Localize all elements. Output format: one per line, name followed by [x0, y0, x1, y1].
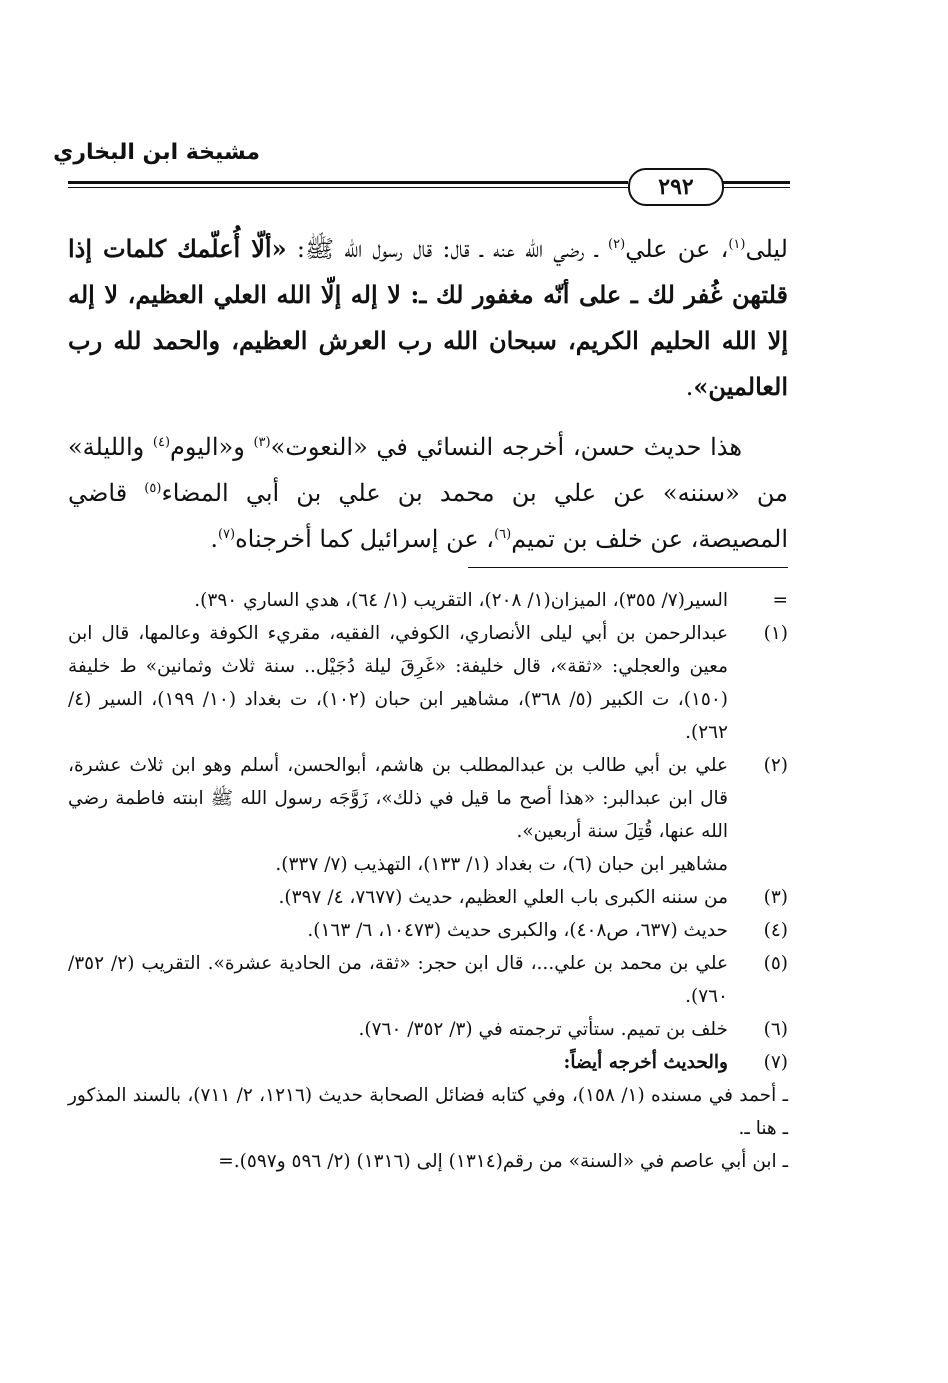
text-run: و«اليوم — [170, 433, 254, 461]
paragraph-1 — [68, 226, 788, 410]
footnote-number: (٤) — [763, 920, 788, 941]
text-run: قاضي المصيصة، عن خلف بن تميم — [68, 479, 788, 553]
footnote-number: (٥) — [763, 953, 788, 974]
footnote-ref-2: (٢) — [608, 237, 626, 252]
footnote-text: علي بن محمد بن علي...، قال ابن حجر: «ثقة، من الحادية عشرة». التقريب (٢/ ٣٥٢/ ٧٦٠). — [68, 953, 728, 1007]
running-title: مشيخة ابن البخاري — [53, 140, 260, 165]
footnote-number: (٦) — [763, 1019, 788, 1040]
continuation-mark: = — [772, 590, 788, 611]
text-run: ، عن علي — [625, 235, 729, 263]
footnote-ref-5: (٥) — [144, 481, 162, 496]
footnote-ref-6: (٦) — [494, 527, 512, 542]
footnote-heading: والحديث أخرجه أيضاً: — [563, 1052, 728, 1073]
footnote-number: (٣) — [763, 887, 788, 908]
hadith-text: «ألّا أُعلّمك كلمات إذا قلتهن غُفر لك ـ على أنّه مغفور لك ـ: لا إله إلّا الله العلي العظيم، لا إله إلا الله الحليم الكريم، سبحان الله رب العرش العظيم، والحمد لله رب العالمين» — [68, 234, 788, 401]
footnote-2 — [68, 749, 788, 848]
footnote-1 — [68, 617, 788, 749]
footnote-3 — [68, 881, 788, 914]
text-run: ، عن إسرائيل كما أخرجناه — [235, 525, 495, 553]
text-run: . — [210, 525, 218, 553]
footnote-text: عبدالرحمن بن أبي ليلى الأنصاري، الكوفي، الفقيه، مقريء الكوفة وعالمها، قال ابن معين والعجلي: «ثقة»، قال خليفة: «غَرِقَ ليلة دُجَيْل.. سنة ثلاث وثمانين» ط خليفة (١٥٠)، ت الكبير (٥/ ٣٦٨)، مشاهير ابن حبان (١٠٢)، ت بغداد (١٠/ ١٩٩)، السير (٤/ ٢٦٢). — [68, 623, 728, 743]
footnote-text: من سننه الكبرى باب العلي العظيم، حديث (٧٦٧٧، ٤/ ٣٩٧). — [278, 887, 728, 908]
header-rule-right-thin — [720, 187, 790, 188]
footnote-separator — [468, 567, 788, 568]
footnote-7-item-1: ـ أحمد في مسنده (١/ ١٥٨)، وفي كتابه فضائل الصحابة حديث (١٢١٦، ٢/ ٧١١)، بالسند المذكور ـ هنا ـ. — [68, 1085, 788, 1139]
page-number: ٢٩٢ — [628, 168, 724, 206]
text-run: والليلة» من «سننه» عن علي بن محمد بن علي بن أبي المضاء — [68, 433, 789, 507]
footnote-number: (٧) — [763, 1052, 788, 1073]
footnote-5 — [68, 947, 788, 1013]
footnote-ref-3: (٣) — [253, 435, 271, 450]
main-text — [68, 226, 788, 562]
footnote-2-refs: مشاهير ابن حبان (٦)، ت بغداد (١/ ١٣٣)، التهذيب (٧/ ٣٣٧). — [275, 854, 728, 875]
paragraph-2 — [68, 424, 788, 562]
footnote-ref-7: (٧) — [217, 527, 236, 542]
footnote-continuation — [68, 584, 788, 617]
footnote-6 — [68, 1013, 788, 1046]
header-rule-thin — [68, 187, 628, 188]
footnotes — [68, 584, 788, 1178]
footnote-text: علي بن أبي طالب بن عبدالمطلب بن هاشم، أبوالحسن، أسلم وهو ابن ثلاث عشرة، قال ابن عبدالبر: «هذا أصح ما قيل في ذلك»، زَوَّجَه رسول الله ﷺ ابنته فاطمة رضي الله عنها، قُتِلَ سنة أربعين». — [68, 755, 728, 842]
footnote-7-item-2: ـ ابن أبي عاصم في «السنة» من رقم(١٣١٤) إلى (١٣١٦) (٢/ ٥٩٦ و٥٩٧).= — [218, 1151, 788, 1172]
footnote-4 — [68, 914, 788, 947]
header-rule-right — [720, 181, 790, 184]
text-run: ليلى — [745, 235, 788, 263]
footnote-text: السير(٧/ ٣٥٥)، الميزان(١/ ٢٠٨)، التقريب (١/ ٦٤)، هدي الساري ٣٩٠). — [194, 590, 728, 611]
footnote-text: حديث (٦٣٧، ص٤٠٨)، والكبرى حديث (١٠٤٧٣، ٦/ ١٦٣). — [307, 920, 728, 941]
text-run: . — [685, 373, 694, 401]
footnote-text: خلف بن تميم. ستأتي ترجمته في (٣/ ٣٥٢/ ٧٦٠). — [358, 1019, 728, 1040]
footnote-number: (١) — [763, 623, 788, 644]
footnote-ref-1: (١) — [728, 237, 746, 252]
footnote-ref-4: (٤) — [152, 435, 171, 450]
header-rule — [68, 181, 628, 184]
footnote-number: (٢) — [763, 755, 788, 776]
text-run: ـ رضي الله عنه ـ قال: قال رسول الله ﷺ: — [286, 235, 609, 263]
footnote-7 — [68, 1046, 788, 1079]
text-run: هذا حديث حسن، أخرجه النسائي في «النعوت» — [270, 433, 743, 461]
